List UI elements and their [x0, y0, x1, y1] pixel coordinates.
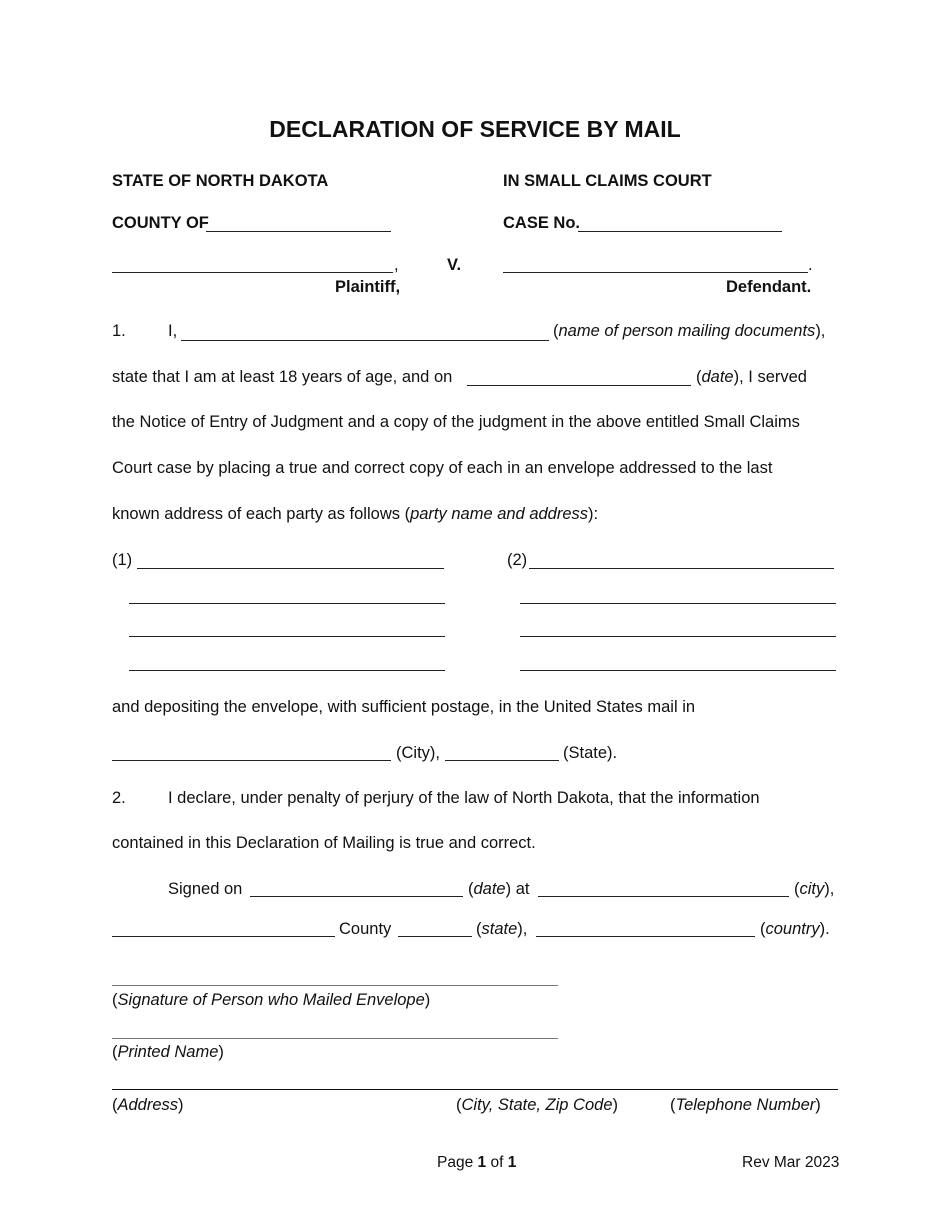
defendant-label: Defendant.	[726, 278, 812, 296]
mail-city-caption: (City),	[396, 744, 440, 762]
county-caption: County	[339, 920, 392, 938]
party2-line4-field[interactable]	[520, 670, 836, 671]
para1-i-label: I,	[168, 322, 178, 340]
service-date-caption: (date), I served	[696, 368, 807, 386]
county-label: COUNTY OF	[112, 214, 209, 232]
page-number: Page 1 of 1	[437, 1154, 517, 1171]
case-number-field[interactable]	[578, 231, 782, 232]
party2-line2-field[interactable]	[520, 603, 836, 604]
party2-label: (2)	[507, 551, 528, 569]
para2-line1: I declare, under penalty of perjury of the law of North Dakota, that the information	[168, 789, 760, 807]
defendant-field[interactable]	[503, 272, 808, 273]
versus-label: V.	[447, 256, 462, 274]
address-field[interactable]	[112, 1089, 838, 1090]
para2-line2: contained in this Declaration of Mailing is true and correct.	[112, 834, 536, 852]
plaintiff-comma: ,	[394, 256, 399, 274]
mailer-name-caption: (name of person mailing documents),	[553, 322, 826, 340]
party1-line2-field[interactable]	[129, 603, 445, 604]
party2-line1-field[interactable]	[529, 568, 834, 569]
signature-field[interactable]	[112, 985, 558, 986]
signed-date-field[interactable]	[250, 896, 463, 897]
mail-state-caption: (State).	[563, 744, 618, 762]
para2-number: 2.	[112, 789, 126, 807]
mailer-name-field[interactable]	[181, 340, 549, 341]
party1-line3-field[interactable]	[129, 636, 445, 637]
signed-on-label: Signed on	[168, 880, 243, 898]
plaintiff-label: Plaintiff,	[335, 278, 401, 296]
party1-line4-field[interactable]	[129, 670, 445, 671]
party2-line3-field[interactable]	[520, 636, 836, 637]
signed-state-caption: (state),	[476, 920, 528, 938]
case-number-label: CASE No.	[503, 214, 581, 232]
party1-label: (1)	[112, 551, 133, 569]
mail-city-field[interactable]	[112, 760, 391, 761]
page-title: DECLARATION OF SERVICE BY MAIL	[269, 116, 681, 142]
defendant-period: .	[808, 256, 813, 274]
signed-date-caption: (date) at	[468, 880, 530, 898]
plaintiff-field[interactable]	[112, 272, 393, 273]
signed-city-caption: (city),	[794, 880, 835, 898]
signed-country-field[interactable]	[536, 936, 755, 937]
signature-caption: (Signature of Person who Mailed Envelope)	[112, 991, 431, 1009]
city-state-zip-caption: (City, State, Zip Code)	[456, 1096, 619, 1114]
printed-name-field[interactable]	[112, 1038, 558, 1039]
mail-state-field[interactable]	[445, 760, 559, 761]
state-heading: STATE OF NORTH DAKOTA	[112, 172, 329, 190]
revision-label: Rev Mar 2023	[742, 1154, 840, 1171]
signed-county-field[interactable]	[112, 936, 335, 937]
party1-line1-field[interactable]	[137, 568, 444, 569]
signed-state-field[interactable]	[398, 936, 472, 937]
para1-number: 1.	[112, 322, 126, 340]
county-field[interactable]	[206, 231, 391, 232]
service-date-field[interactable]	[467, 385, 691, 386]
deposit-text: and depositing the envelope, with sufficient postage, in the United States mail in	[112, 698, 696, 716]
telephone-caption: (Telephone Number)	[670, 1096, 821, 1114]
signed-country-caption: (country).	[760, 920, 830, 938]
para1-line3: the Notice of Entry of Judgment and a copy of the judgment in the above entitled Small Claims	[112, 413, 800, 431]
printed-name-caption: (Printed Name)	[112, 1043, 224, 1061]
signed-city-field[interactable]	[538, 896, 789, 897]
para1-line4: Court case by placing a true and correct copy of each in an envelope addressed to the last	[112, 459, 773, 477]
para1-line5: known address of each party as follows (party name and address):	[112, 505, 599, 523]
para1-line2: state that I am at least 18 years of age, and on	[112, 368, 453, 386]
court-heading: IN SMALL CLAIMS COURT	[503, 172, 712, 190]
address-caption: (Address)	[112, 1096, 184, 1114]
